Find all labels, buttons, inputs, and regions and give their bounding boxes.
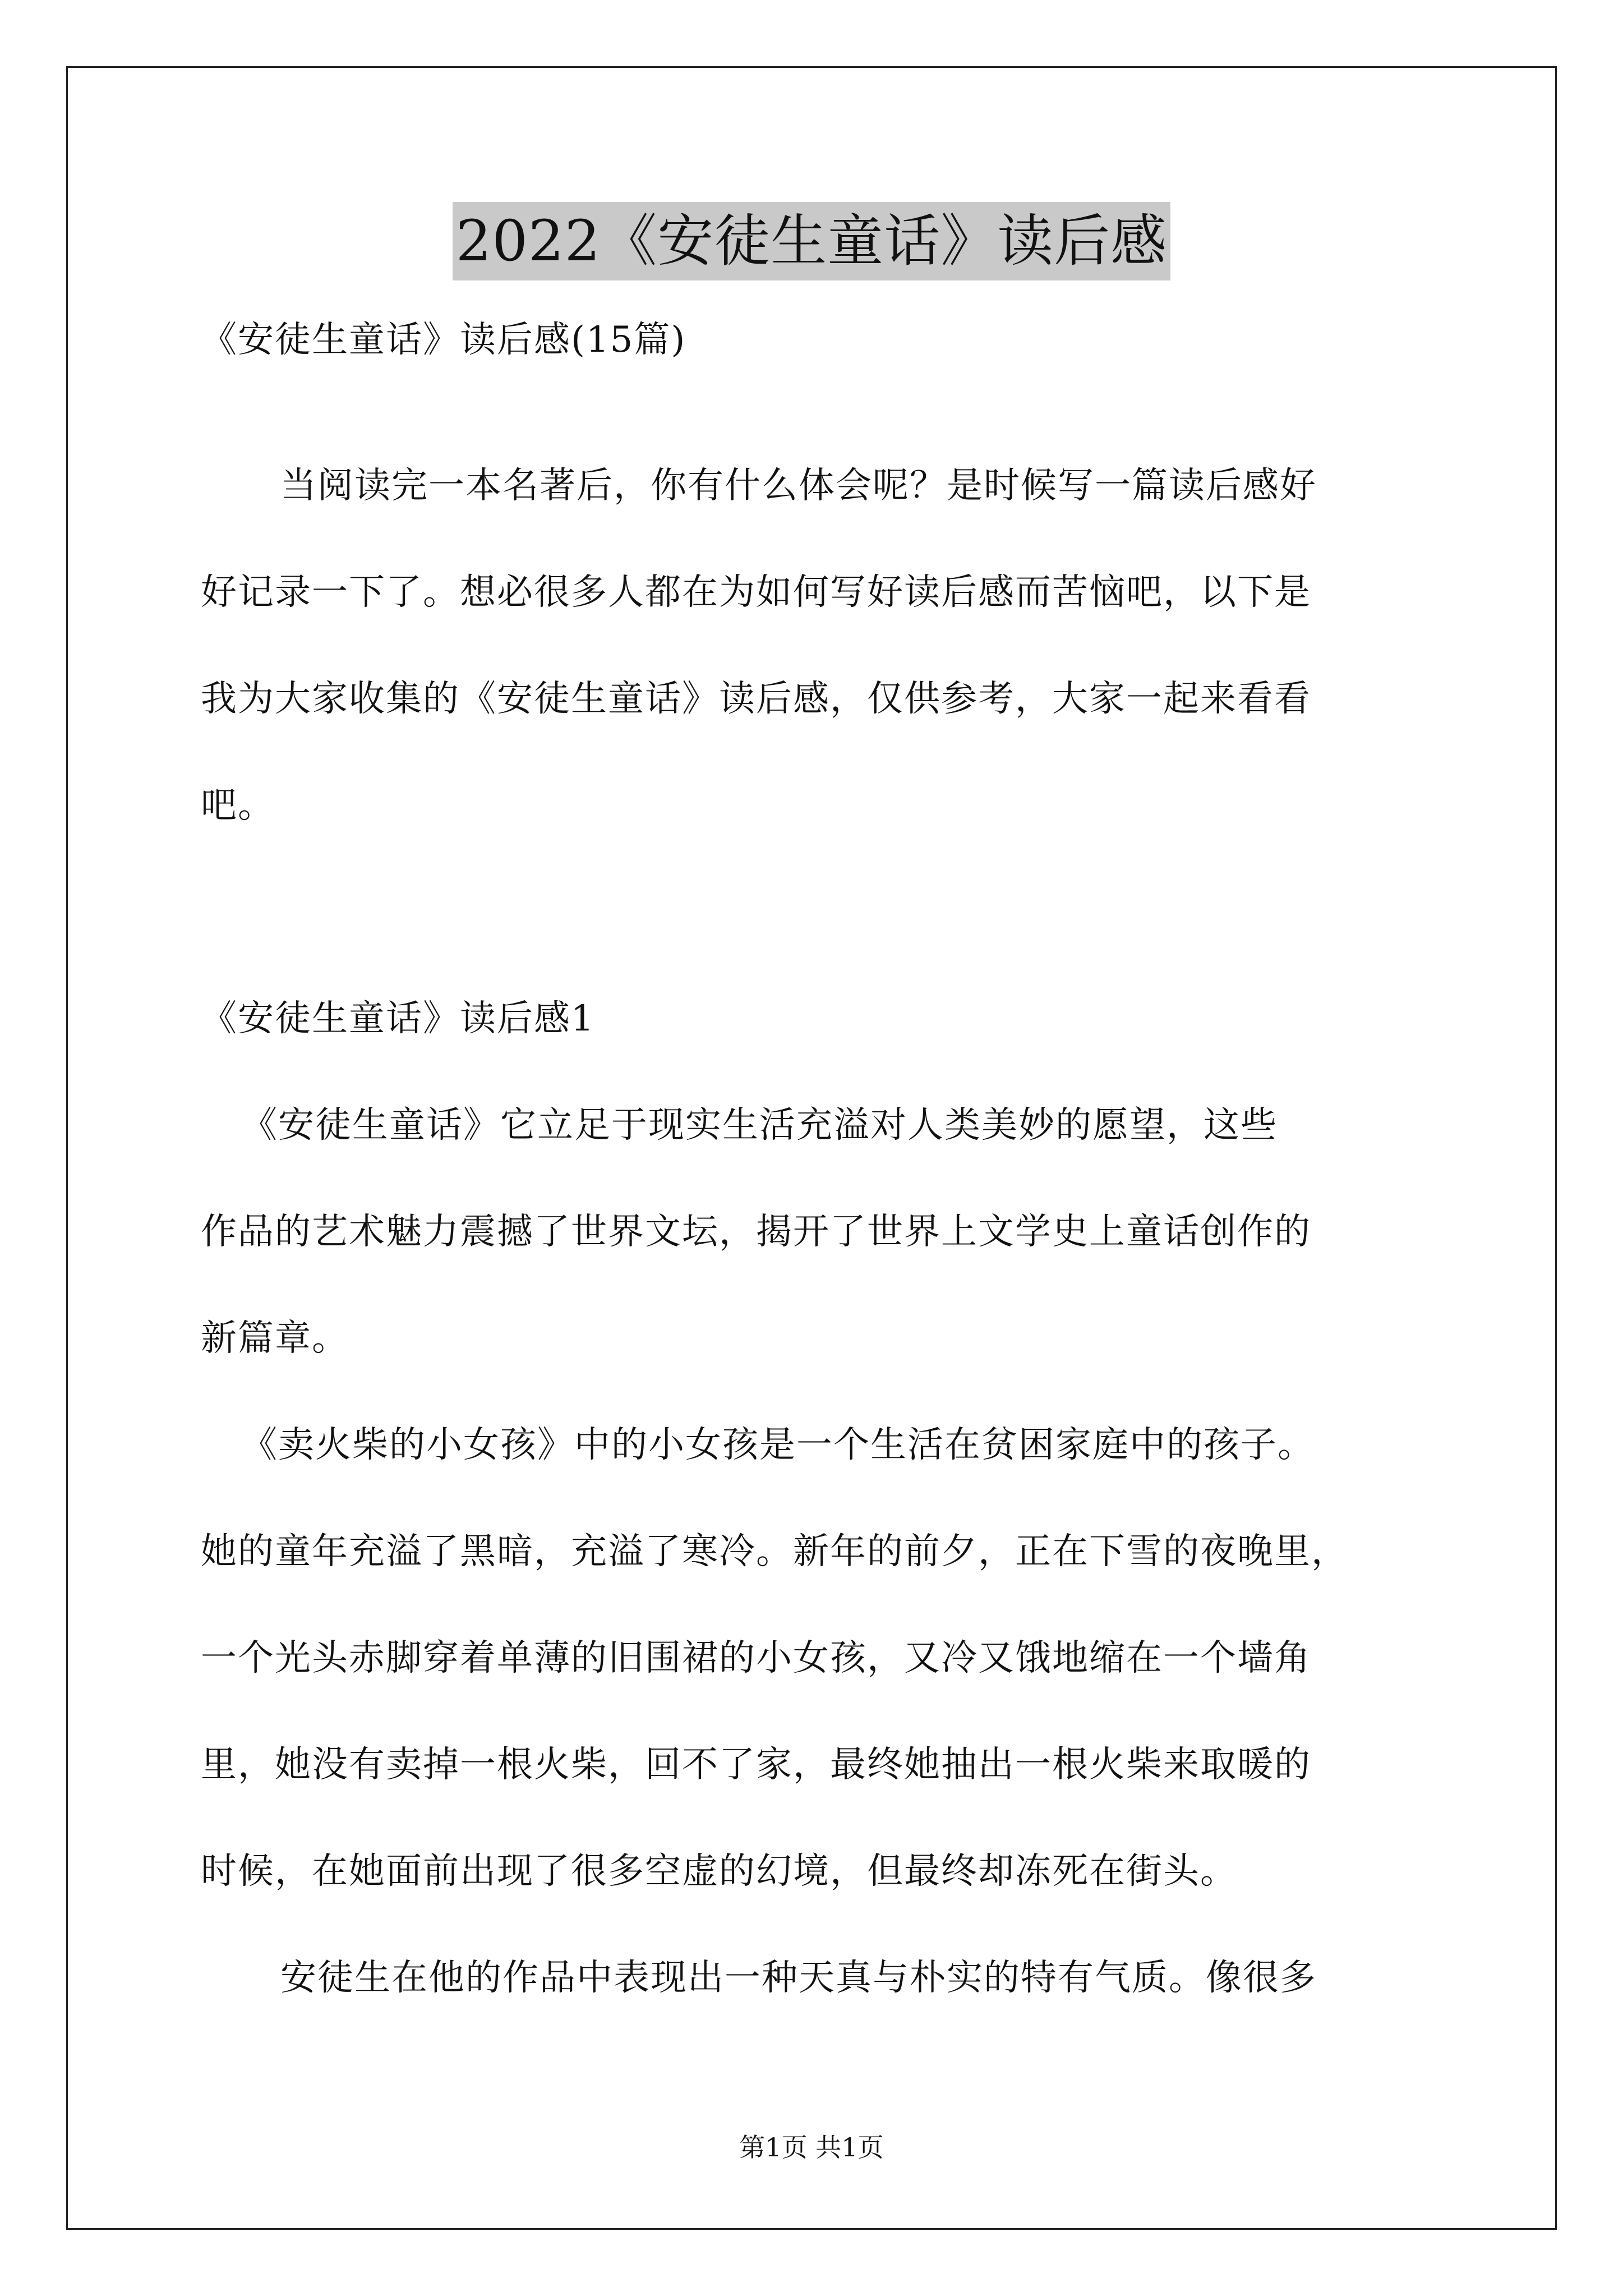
paragraph-1-line-2: 作品的艺术魅力震撼了世界文坛，揭开了世界上文学史上童话创作的 bbox=[201, 1211, 1311, 1253]
paragraph-3-line-1: 安徒生在他的作品中表现出一种天真与朴实的特有气质。像很多 bbox=[280, 1957, 1317, 1999]
paragraph-2-line-1: 《卖火柴的小女孩》中的小女孩是一个生活在贫困家庭中的孩子。 bbox=[241, 1424, 1315, 1466]
paragraph-1-line-1: 《安徒生童话》它立足于现实生活充溢对人类美妙的愿望，这些 bbox=[241, 1105, 1278, 1146]
paragraph-2-line-2: 她的童年充溢了黑暗，充溢了寒冷。新年的前夕，正在下雪的夜晚里， bbox=[201, 1531, 1348, 1572]
title-container bbox=[0, 202, 1623, 280]
intro-line-4: 吧。 bbox=[201, 785, 275, 826]
section-heading-1: 《安徒生童话》读后感1 bbox=[201, 998, 595, 1039]
intro-line-2: 好记录一下了。想必很多人都在为如何写好读后感而苦恼吧，以下是 bbox=[201, 572, 1311, 613]
paragraph-2-line-5: 时候，在她面前出现了很多空虚的幻境，但最终却冻死在街头。 bbox=[201, 1851, 1237, 1892]
page-footer: 第1页 共1页 bbox=[739, 2132, 884, 2162]
document-title: 2022《安徒生童话》读后感 bbox=[453, 202, 1171, 280]
intro-line-1: 当阅读完一本名著后，你有什么体会呢？是时候写一篇读后感好 bbox=[280, 465, 1317, 507]
page-border bbox=[66, 66, 1557, 2230]
paragraph-1-line-3: 新篇章。 bbox=[201, 1318, 349, 1359]
subtitle-line: 《安徒生童话》读后感(15篇) bbox=[201, 319, 686, 361]
paragraph-2-line-3: 一个光头赤脚穿着单薄的旧围裙的小女孩，又冷又饿地缩在一个墙角 bbox=[201, 1637, 1311, 1679]
intro-line-3: 我为大家收集的《安徒生童话》读后感，仅供参考，大家一起来看看 bbox=[201, 678, 1311, 720]
paragraph-2-line-4: 里，她没有卖掉一根火柴，回不了家，最终她抽出一根火柴来取暖的 bbox=[201, 1744, 1311, 1786]
